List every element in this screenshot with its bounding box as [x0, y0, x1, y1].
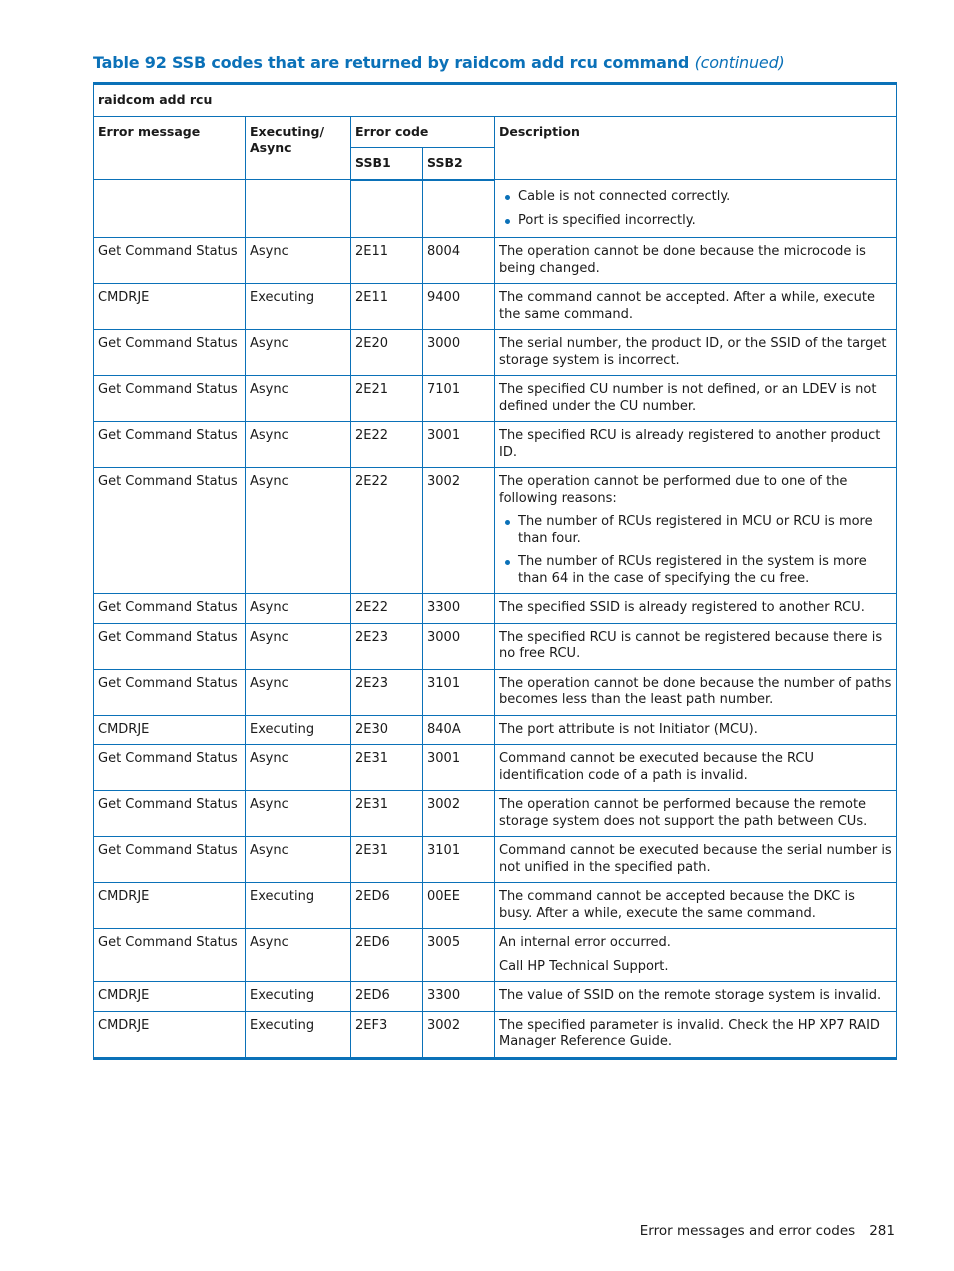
cell-description [495, 715, 897, 745]
cell-description [495, 376, 897, 422]
cell-ssb2: 3000 [423, 330, 495, 376]
cell-mode: Async [246, 745, 351, 791]
description-text: The serial number, the product ID, or the SSID of the target storage system is incorrect. [499, 336, 887, 368]
cell-ssb1: 2E23 [351, 669, 423, 715]
description-text: Call HP Technical Support. [499, 958, 669, 974]
table-row [94, 791, 897, 837]
cell-ssb2: 840A [423, 715, 495, 745]
cell-description [495, 422, 897, 468]
header-description: Description [495, 116, 897, 180]
cell-description [495, 929, 897, 982]
cell-error-message: Get Command Status [94, 330, 246, 376]
table-title [93, 53, 903, 72]
cell-ssb2: 3001 [423, 745, 495, 791]
table-title-main: Table 92 SSB codes that are returned by raidcom add rcu command [93, 53, 690, 72]
cell-description [495, 745, 897, 791]
cell-error-message: Get Command Status [94, 376, 246, 422]
description-text: Command cannot be executed because the RCU identification code of a path is invalid. [499, 751, 814, 783]
table-row [94, 623, 897, 669]
description-text: The operation cannot be performed because the remote storage system does not support the path between CUs. [499, 797, 868, 829]
cell-error-message: Get Command Status [94, 623, 246, 669]
cell-ssb1: 2ED6 [351, 929, 423, 982]
cell-mode: Async [246, 929, 351, 982]
cell-mode: Async [246, 422, 351, 468]
cell-mode: Async [246, 669, 351, 715]
cell-description [495, 594, 897, 624]
cell-description [495, 180, 897, 238]
cell-ssb1: 2E21 [351, 376, 423, 422]
cell-ssb2: 8004 [423, 238, 495, 284]
cell-error-message: Get Command Status [94, 745, 246, 791]
cell-ssb2: 3300 [423, 594, 495, 624]
cell-ssb2: 3002 [423, 791, 495, 837]
header-error-message: Error message [94, 116, 246, 180]
cell-mode: Executing [246, 883, 351, 929]
cell-error-message: Get Command Status [94, 791, 246, 837]
table-title-continued: (continued) [694, 53, 785, 72]
cell-ssb1: 2E22 [351, 468, 423, 594]
description-text: The specified parameter is invalid. Check the HP XP7 RAID Manager Reference Guide. [499, 1017, 880, 1049]
cell-ssb1: 2ED6 [351, 883, 423, 929]
description-text: Command cannot be executed because the serial number is not unified in the specified path. [499, 843, 892, 875]
bullet-item: The number of RCUs registered in the system is more than 64 in the case of specifying the cu free. [499, 554, 892, 587]
description-text: The value of SSID on the remote storage system is invalid. [499, 988, 882, 1003]
cell-error-message: Get Command Status [94, 929, 246, 982]
cell-mode: Executing [246, 982, 351, 1012]
cell-ssb2: 3005 [423, 929, 495, 982]
description-text: The specified SSID is already registered to another RCU. [499, 600, 865, 615]
cell-mode: Async [246, 594, 351, 624]
cell-error-message: CMDRJE [94, 715, 246, 745]
cell-ssb1: 2EF3 [351, 1011, 423, 1058]
cell-ssb1: 2E23 [351, 623, 423, 669]
table-row [94, 1011, 897, 1058]
ssb-codes-table [93, 82, 897, 1060]
cell-description [495, 623, 897, 669]
table-row [94, 982, 897, 1012]
cell-error-message: Get Command Status [94, 837, 246, 883]
cell-error-message: Get Command Status [94, 238, 246, 284]
table-row [94, 669, 897, 715]
bullet-item: Cable is not connected correctly. [499, 189, 892, 206]
header-error-code: Error code [351, 116, 495, 148]
cell-error-message: Get Command Status [94, 669, 246, 715]
cell-description [495, 284, 897, 330]
description-bullet-list [499, 514, 892, 587]
cell-error-message: Get Command Status [94, 594, 246, 624]
description-text: The command cannot be accepted because the DKC is busy. After a while, execute the same command. [499, 889, 855, 921]
description-text: The command cannot be accepted. After a while, execute the same command. [499, 290, 875, 322]
cell-mode: Async [246, 791, 351, 837]
table-row [94, 238, 897, 284]
cell-description [495, 669, 897, 715]
description-text: The specified RCU is cannot be registered because there is no free RCU. [499, 629, 883, 661]
cell-ssb1: 2E31 [351, 791, 423, 837]
table-row [94, 883, 897, 929]
cell-ssb1: 2E20 [351, 330, 423, 376]
cell-ssb2: 3101 [423, 669, 495, 715]
cell-ssb1: 2E30 [351, 715, 423, 745]
cell-ssb2: 3101 [423, 837, 495, 883]
description-text: An internal error occurred. [499, 935, 671, 950]
cell-ssb1 [351, 180, 423, 238]
cell-ssb1: 2E22 [351, 594, 423, 624]
header-ssb1: SSB1 [351, 148, 423, 180]
table-row [94, 376, 897, 422]
cell-mode: Executing [246, 715, 351, 745]
cell-ssb1: 2E22 [351, 422, 423, 468]
cell-error-message: CMDRJE [94, 883, 246, 929]
page-footer [640, 1223, 895, 1239]
description-text: The port attribute is not Initiator (MCU). [499, 721, 758, 737]
cell-mode: Async [246, 623, 351, 669]
table-row [94, 929, 897, 982]
page-number: 281 [869, 1223, 895, 1239]
table-row [94, 837, 897, 883]
cell-description [495, 883, 897, 929]
cell-error-message: Get Command Status [94, 468, 246, 594]
table-row [94, 594, 897, 624]
cell-ssb1: 2E11 [351, 284, 423, 330]
cell-ssb2: 00EE [423, 883, 495, 929]
bullet-item: Port is specified incorrectly. [499, 213, 892, 230]
cell-ssb2: 3002 [423, 468, 495, 594]
table-row [94, 330, 897, 376]
description-text: The specified CU number is not defined, or an LDEV is not defined under the CU number. [499, 382, 877, 414]
cell-description [495, 837, 897, 883]
cell-mode: Async [246, 330, 351, 376]
cell-mode: Async [246, 238, 351, 284]
cell-mode [246, 180, 351, 238]
cell-ssb2: 7101 [423, 376, 495, 422]
bullet-item: The number of RCUs registered in MCU or RCU is more than four. [499, 514, 892, 547]
cell-ssb2 [423, 180, 495, 238]
cell-ssb1: 2ED6 [351, 982, 423, 1012]
cell-error-message: CMDRJE [94, 284, 246, 330]
table-row [94, 745, 897, 791]
table-row [94, 284, 897, 330]
cell-ssb2: 3002 [423, 1011, 495, 1058]
header-executing-async: Executing/ Async [246, 116, 351, 180]
cell-description [495, 791, 897, 837]
footer-section-title: Error messages and error codes [639, 1223, 856, 1239]
cell-description [495, 330, 897, 376]
cell-description [495, 1011, 897, 1058]
cell-ssb2: 9400 [423, 284, 495, 330]
cell-error-message: CMDRJE [94, 982, 246, 1012]
continued-bullet-list [499, 189, 892, 229]
table-row [94, 715, 897, 745]
cell-mode: Async [246, 376, 351, 422]
cell-description [495, 238, 897, 284]
cell-ssb2: 3001 [423, 422, 495, 468]
cell-mode: Async [246, 468, 351, 594]
group-header: raidcom add rcu [94, 84, 897, 117]
header-ssb2: SSB2 [423, 148, 495, 180]
cell-error-message: Get Command Status [94, 422, 246, 468]
table-body [94, 180, 897, 1059]
description-text: The operation cannot be done because the number of paths becomes less than the least path number. [499, 675, 892, 707]
cell-ssb1: 2E31 [351, 745, 423, 791]
cell-mode: Executing [246, 1011, 351, 1058]
description-text: The specified RCU is already registered to another product ID. [499, 428, 881, 460]
table-row [94, 422, 897, 468]
table-row [94, 468, 897, 594]
cell-error-message: CMDRJE [94, 1011, 246, 1058]
cell-description [495, 982, 897, 1012]
cell-ssb2: 3300 [423, 982, 495, 1012]
cell-mode: Async [246, 837, 351, 883]
description-text: The operation cannot be done because the microcode is being changed. [499, 244, 866, 276]
cell-mode: Executing [246, 284, 351, 330]
cell-ssb1: 2E31 [351, 837, 423, 883]
table-row-continued [94, 180, 897, 238]
cell-ssb1: 2E11 [351, 238, 423, 284]
cell-ssb2: 3000 [423, 623, 495, 669]
description-text: The operation cannot be performed due to one of the following reasons: [499, 474, 848, 506]
cell-description [495, 468, 897, 594]
cell-error-message [94, 180, 246, 238]
